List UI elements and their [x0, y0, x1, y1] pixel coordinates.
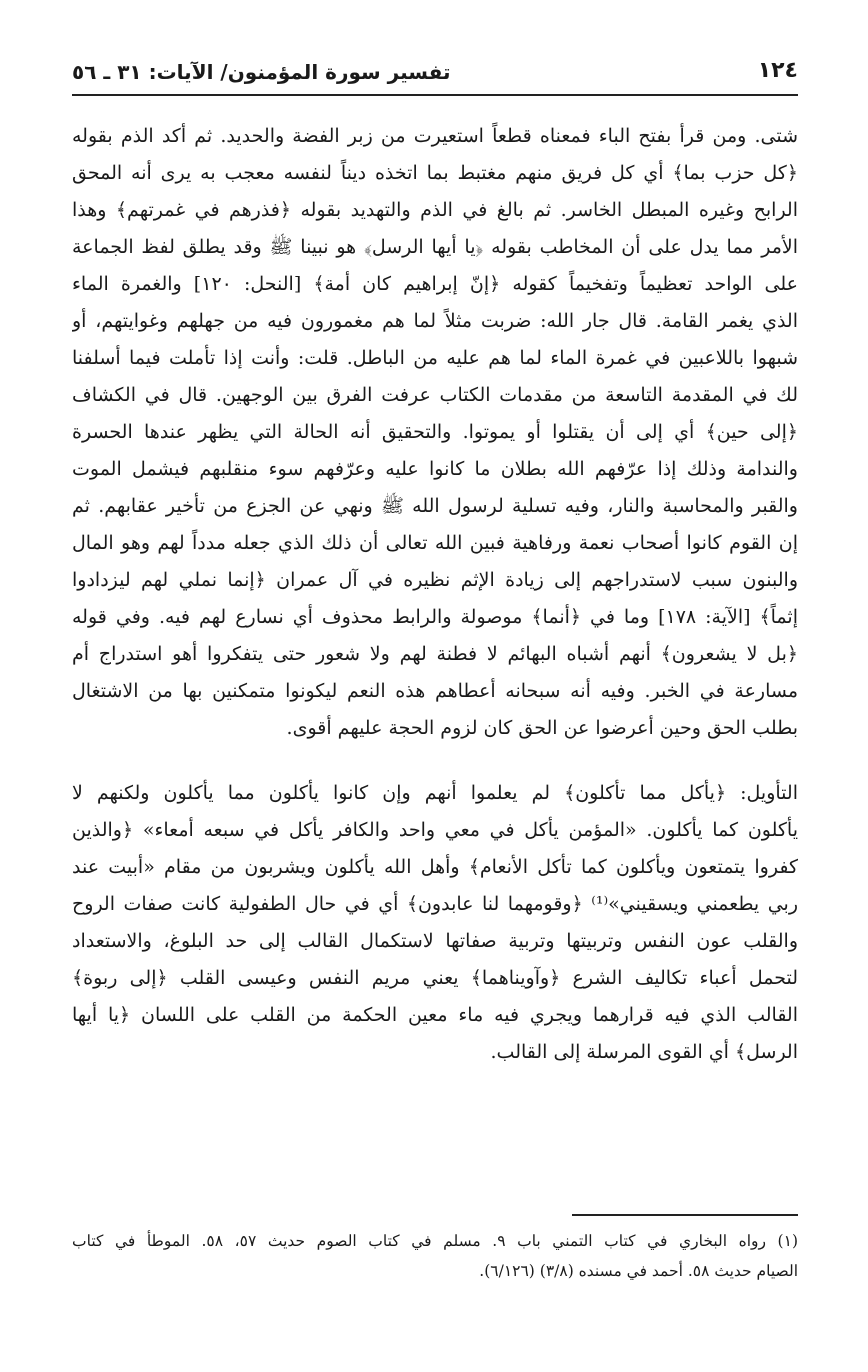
footnote-line: الصيام حديث ٥٨. أحمد في مسنده (٣/٨) (٦/١٢٦).	[479, 1262, 798, 1280]
page-header	[72, 52, 798, 94]
text-line: ﴿إلى حين﴾ أي إلى أن يقتلوا أو يموتوا. والتحقيق أنه الحالة التي يظهر عندها الحسرة	[72, 421, 798, 443]
text-line: والقلب عون النفس وتربيتها وتربية صفاتها لاستكمال القالب إلى حد البلوغ، والاستعداد	[72, 930, 798, 952]
tawil-paragraph	[72, 775, 798, 1071]
text-line: ﴿كل حزب بما﴾ أي كل فريق منهم مغتبط بما اتخذه ديناً لنفسه معجب به يرى أنه المحق	[72, 162, 798, 184]
text-line: والبنون سبب لاستدراجهم إلى زيادة الإثم نظيره في آل عمران ﴿إنما نملي لهم ليزدادوا	[72, 569, 798, 591]
text-line: مسارعة في الخبر. وفيه أنه سبحانه أعطاهم هذه النعم ليكونوا متمكنين بها من الاشتغال	[72, 680, 798, 702]
text-line: شبهوا باللاعبين في غمرة الماء لما هم عليه من الباطل. قلت: وأنت إذا تأملت فيما أسلفنا	[72, 347, 798, 369]
commentary-paragraph	[72, 118, 798, 747]
text-line: التأويل: ﴿يأكل مما تأكلون﴾ لم يعلموا أنهم وإن كانوا يأكلون مما يأكلون ولكنهم لا	[72, 782, 798, 804]
text-line: كفروا يتمتعون ويأكلون كما تأكل الأنعام﴾ وأهل الله يأكلون ويشربون من مقام «أبيت عند	[72, 856, 798, 878]
main-text	[72, 118, 798, 1071]
footnote-line: (١) رواه البخاري في كتاب التمني باب ٩. مسلم في كتاب الصوم حديث ٥٧، ٥٨. الموطأ في كتاب	[72, 1232, 798, 1250]
text-line: إثماً﴾ [الآية: ١٧٨] وما في ﴿أنما﴾ موصولة والرابط محذوف أي نسارع لهم فيه. وفي قوله	[72, 606, 798, 628]
text-line: الأمر مما يدل على أن المخاطب بقوله ﴿يا أيها الرسل﴾ هو نبينا ﷺ وقد يطلق لفظ الجماعة	[72, 236, 798, 258]
text-line: شتى. ومن قرأ بفتح الباء فمعناه قطعاً استعيرت من زبر الفضة والحديد. ثم أكد الذم بقوله	[72, 125, 798, 147]
text-line: على الواحد تعظيماً وتفخيماً كقوله ﴿إنّ إبراهيم كان أمة﴾ [النحل: ١٢٠] والغمرة الماء	[72, 273, 798, 295]
page-number: ١٢٤	[757, 58, 798, 83]
text-line: يأكلون كما يأكلون. «المؤمن يأكل في معي واحد والكافر يأكل في سبعه أمعاء» ﴿والذين	[72, 819, 798, 841]
text-line: ربي يطعمني ويسقيني»⁽¹⁾ ﴿وقومهما لنا عابدون﴾ أي في حال الطفولية كانت صفات الروح	[72, 893, 798, 915]
running-title: تفسير سورة المؤمنون/ الآيات: ٣١ ـ ٥٦	[72, 60, 451, 84]
paragraph-spacer	[72, 747, 798, 775]
text-line: لك في المقدمة التاسعة من مقدمات الكتاب عرفت الفرق بين الوجهين. قال في الكشاف	[72, 384, 798, 406]
text-line: الذي يغمر القامة. قال جار الله: ضربت مثلاً لما هم مغمورون فيه من جهلهم وغوايتهم، أو	[72, 310, 798, 332]
text-line: الرسل﴾ أي القوى المرسلة إلى القالب.	[490, 1041, 798, 1063]
header-divider	[72, 94, 798, 96]
text-line: والقبر والمحاسبة والنار، وفيه تسلية لرسول الله ﷺ ونهي عن الجزع من تأخير عقابهم. ثم	[72, 495, 798, 517]
text-line: والندامة وذلك إذا عرّفهم الله بطلان ما كانوا عليه وعرّفهم سوء منقلبهم فيشمل الموت	[72, 458, 798, 480]
text-line: بطلب الحق وحين أعرضوا عن الحق كان لزوم الحجة عليهم أقوى.	[286, 717, 798, 739]
text-line: الرابح وغيره المبطل الخاسر. ثم بالغ في الذم والتهديد بقوله ﴿فذرهم في غمرتهم﴾ وهذا	[72, 199, 798, 221]
footnote-divider	[572, 1214, 798, 1216]
text-line: إن القوم كانوا أصحاب نعمة ورفاهية فبين الله تعالى أن ذلك الذي جعله مدداً لهم وهو المال	[72, 532, 798, 554]
footnote	[72, 1226, 798, 1286]
text-line: القالب الذي فيه قرارهما ويجري فيه ماء معين الحكمة من القلب على اللسان ﴿يا أيها	[72, 1004, 798, 1026]
text-line: لتحمل أعباء تكاليف الشرع ﴿وآويناهما﴾ يعني مريم النفس وعيسى القلب ﴿إلى ربوة﴾	[72, 967, 798, 989]
text-line: ﴿بل لا يشعرون﴾ أنهم أشباه البهائم لا فطنة لهم ولا شعور حتى يتفكروا أهو استدراج أم	[72, 643, 798, 665]
